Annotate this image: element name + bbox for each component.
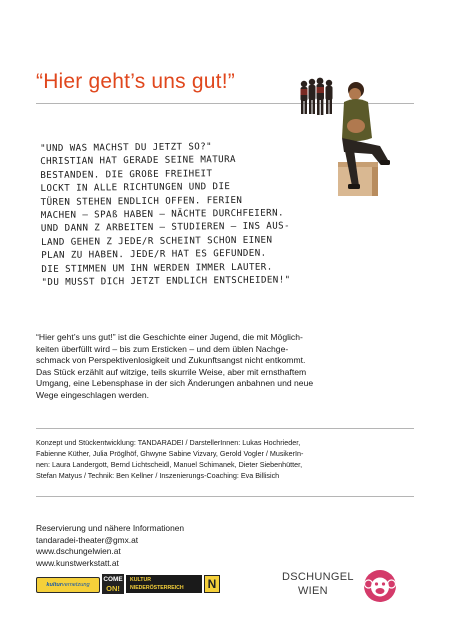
intro-line: schmack von Perspektivenlosigkeit und Zukunftsangst nicht entkommt. [36, 355, 306, 366]
credits-line: Konzept und Stückentwicklung: TANDARADEI / DarstellerInnen: Lukas Hochrieder, [36, 438, 301, 447]
handwritten-quote [40, 138, 392, 289]
credits-line: Fabienne Küther, Julia Pröglhöf, Ghwyne Sabine Vizvary, Gerold Vogler / MusikerIn- [36, 448, 304, 458]
contact-website-dschungel[interactable]: www.dschungelwien.at [36, 546, 121, 557]
contact-email[interactable]: tandaradei-theater@gmx.at [36, 534, 139, 545]
quote-line: MACHEN – SPAß HABEN – NÄCHTE DURCHFEIERN. [40, 207, 285, 221]
quote-line: DIE STIMMEN UM IHN WERDEN IMMER LAUTER. [41, 261, 273, 275]
credits-top-divider [36, 428, 414, 429]
dschungel-logo-line2: WIEN [298, 585, 328, 597]
quote-line: PLAN ZU HABEN. JEDE/R HAT ES GEFUNDEN. [41, 247, 267, 262]
credits-paragraph [36, 438, 416, 482]
quote-line: LOCKT IN ALLE RICHTUNGEN UND DIE [40, 181, 231, 195]
credits-bottom-divider [36, 496, 414, 497]
dschungel-logo-line1: DSCHUNGEL [282, 571, 354, 583]
quote-line: "UND WAS MACHST DU JETZT SO?" [40, 141, 213, 154]
quote-line: LAND GEHEN Z JEDE/R SCHEINT SCHON EINEN [40, 234, 273, 248]
sponsor-logos [36, 574, 226, 596]
quote-line: BESTANDEN. DIE GROßE FREIHEIT [40, 167, 213, 181]
contact-block [36, 523, 266, 569]
quote-line: UND DANN Z ARBEITEN – STUDIEREN – INS AUS- [40, 220, 291, 235]
credits-line: nen: Laura Landergott, Bernd Lichtscheidl, Manuel Schimanek, Dieter Siebenhütter, [36, 459, 303, 469]
poster-title: “Hier geht’s uns gut!” [36, 70, 235, 93]
kultur-niederoesterreich-logo: KULTUR NIEDERÖSTERREICH [126, 575, 202, 593]
quote-line: TÜREN STEHEN ENDLICH OFFEN. FERIEN [40, 194, 243, 208]
intro-line: Umgang, eine Lebensphase in der sich Änderungen anbahnen und neue [36, 378, 314, 389]
contact-website-kunstwerkstatt[interactable]: www.kunstwerkstatt.at [36, 557, 119, 568]
intro-line: keiten überfüllt wird – bis zum Ersticken – und dem üblen Nachge- [36, 343, 289, 354]
contact-heading: Reservierung und nähere Informationen [36, 523, 185, 533]
intro-line: Das Stück erzählt auf witzige, teils skurrile Weise, aber mit ernsthaftem [36, 366, 307, 377]
intro-paragraph [36, 332, 416, 402]
kulturvernetzung-logo: kulturvernetzung [36, 577, 100, 593]
quote-line: CHRISTIAN HAT GERADE SEINE MATURA [40, 154, 236, 168]
credits-line: Stefan Matyus / Technik: Ben Kellner / Inszenierungs-Coaching: Eva Billisich [36, 470, 280, 480]
come-on-logo: COME ON! [103, 576, 123, 593]
noe-n-logo: N [204, 575, 220, 593]
intro-line: “Hier geht’s uns gut!” ist die Geschichte einer Jugend, die mit Möglich- [36, 332, 303, 342]
dschungel-monkey-icon [362, 568, 398, 604]
intro-line: Wege eingeschlagen werden. [36, 389, 150, 400]
quote-line: "DU MUSST DICH JETZT ENDLICH ENTSCHEIDEN!" [41, 274, 291, 288]
